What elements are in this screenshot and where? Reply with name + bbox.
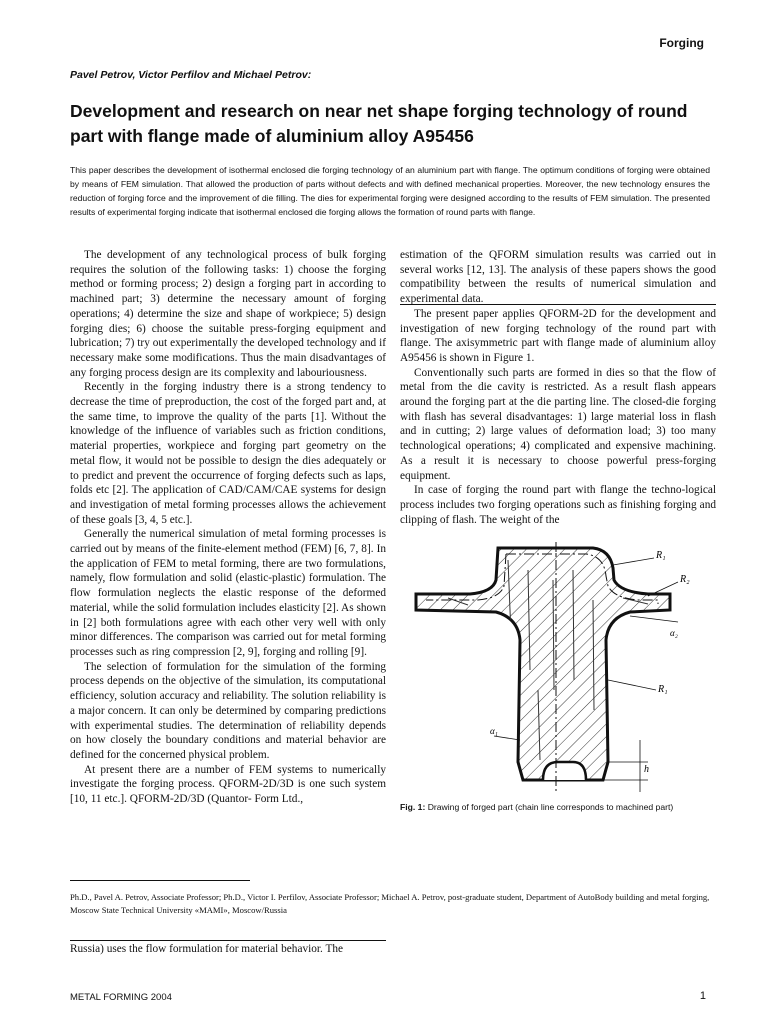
column-rule (400, 304, 716, 305)
right-column (400, 248, 716, 527)
paragraph: The selection of formulation for the simulation of the forming process depends on the objective of the simulation, its computational efficiency, solution accuracy and reliability. The solution reliability is a major concern. It can only be determined by comparing predictions with experimental studies. The determination of reliability depends on how closely the boundary conditions and material behavior are defined for the concerned physical problem. (70, 660, 386, 761)
label-alpha1: α₁ (490, 726, 498, 736)
part-section (416, 548, 670, 780)
label-r1-lower: R₁ (658, 684, 668, 695)
author-line: Pavel Petrov, Victor Perfilov and Michael Petrov: (70, 69, 312, 81)
label-r2: R₂ (680, 574, 690, 585)
footnote-rule (70, 880, 250, 881)
forged-part-drawing (408, 540, 708, 795)
abstract: This paper describes the development of isothermal enclosed die forging technology of an aluminium part with flange. The optimum conditions of forging were obtained by means of FEM simulation. That allowed the production of parts without defects and with defined mechanical properties. Moreover, the new technology ensures the reduction of forging force and the improvement of die filling. The dies for experimental forging were designed according to the results of FEM simulation. The presented results of experimental forging indicate that isothermal enclosed die forging allows the formation of round parts with flange. (70, 165, 710, 217)
label-r1: R₁ (656, 550, 666, 561)
paragraph: At present there are a number of FEM systems to numerically investigate the forging process. QFORM-2D/3D is one such system [10, 11 etc.]. QFORM-2D/3D (Quantor- Form Ltd., (70, 763, 386, 806)
author-footnote: Ph.D., Pavel A. Petrov, Associate Professor; Ph.D., Victor I. Perfilov, Associate Professor; Michael A. Petrov, post-graduate student, Department of AutoBody building and metal forging, Moscow State Technical University «MAMI», Moscow/Russia (70, 892, 710, 915)
paper-title: Development and research on near net shape forging technology of round part with flange made of aluminium alloy A95456 (70, 101, 688, 146)
paragraph: Generally the numerical simulation of metal forming processes is carried out by means of the finite-element method (FEM) [6, 7, 8]. In the application of FEM to metal forming, there are two formulations, namely, flow formulation and solid (elastic-plastic) formulation. The flow formulation neglects the elastic response of the deformed material, while the solid formulation includes elasticity [2]. As shown in [2] both formulations agree with each other very well with only minor differences. The comparison was carried out for metal forming processes such as ring compression [2, 9], forging and rolling [9]. (70, 528, 386, 658)
paragraph: The development of any technological process of bulk forging requires the solution of the following tasks: 1) choose the forging method or forming process; 2) design a forging part in according to machined part; 3) determine the necessary amount of forging operations; 4) determine the size and shape of workpiece; 5) design forging dies; 6) choose the suitable press-forging equipment and lubrication; 7) try out experimentally the developed technology and if necessary make some modifications. Thus the main disadvantages of any forging process design are its complexity and labouriousness. (70, 249, 386, 379)
paragraph: In case of forging the round part with flange the techno-logical process includes two forging operations such as finishing forging and clipping of flash. The weight of the (400, 484, 716, 526)
caption-text: Drawing of forged part (chain line corresponds to machined part) (427, 802, 674, 812)
caption-label: Fig. 1: (400, 802, 426, 812)
continued-line: Russia) uses the flow formulation for material behavior. The (70, 940, 386, 957)
section-header: Forging (659, 36, 704, 50)
figure-caption (400, 800, 712, 814)
paragraph: Conventionally such parts are formed in dies so that the flow of metal from the die cavity is restricted. As a result flash appears around the forging part at the die parting line. The closed-die forging with flash has several disadvantages: 1) large material loss in flash and in cutting; 2) large values of deformation load; 3) too many technological operations; 4) complicated and expensive machining. As a result it is necessary to choose powerful press-forging equipment. (400, 366, 716, 482)
page-number: 1 (699, 990, 706, 1002)
paragraph: The present paper applies QFORM-2D for the development and investigation of new forging technology of the round part with flange. The axisymmetric part with flange made of aluminium alloy A95456 is shown in Figure 1. (400, 307, 716, 364)
journal-footer: METAL FORMING 2004 (70, 992, 172, 1003)
label-alpha2: α₂ (670, 628, 678, 638)
label-h: h (644, 764, 649, 775)
left-column (70, 248, 386, 807)
paragraph-continuation: estimation of the QFORM simulation results was carried out in several works [12, 13]. The analysis of these papers shows the good compatibility between the results of numerical simulation and experimental data. (400, 249, 716, 306)
paragraph: Recently in the forging industry there is a strong tendency to decrease the time of preproduction, the cost of the forged part and, at the same time, to improve the quality of the parts [1]. Without the knowledge of the influence of variables such as friction conditions, material properties, workpiece and forging part geometry on the metal flow, it would not be possible to design the dies adequately or to predict and prevent the occurrence of forging defects such as laps, folds etc [2]. The application of CAD/CAM/CAE systems for design and investigation of metal forming processes allows the achievement of these goals [3, 4, 5 etc.]. (70, 381, 386, 526)
